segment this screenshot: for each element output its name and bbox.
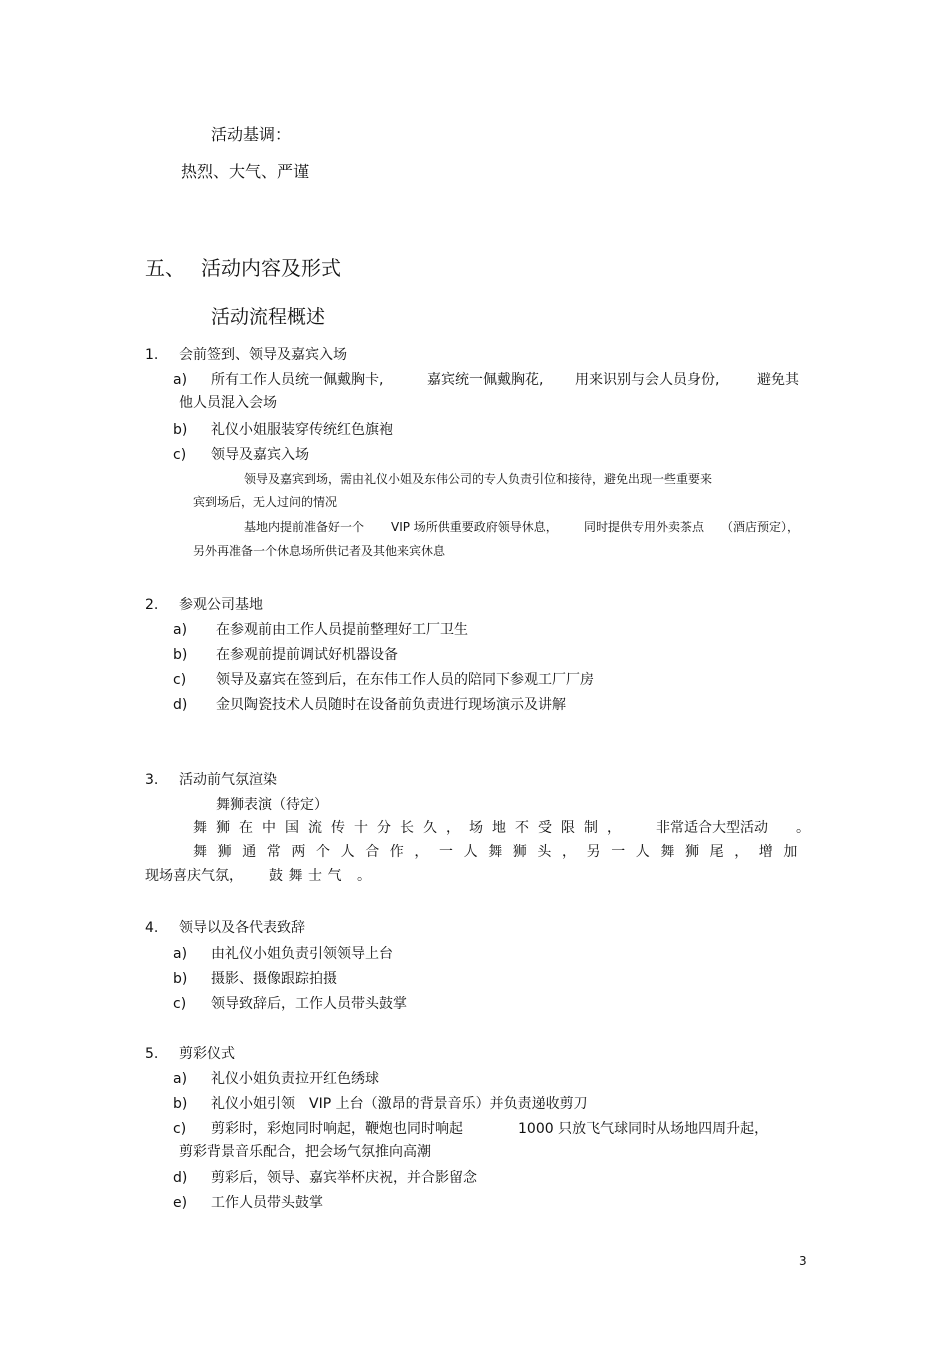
- list-label: d): [173, 697, 188, 713]
- list-label: a): [173, 622, 188, 638]
- paragraph-line: 现场喜庆气氛，: [145, 868, 243, 884]
- paragraph-line: 基地内提前准备好一个: [244, 520, 365, 534]
- paragraph-line: 同时提供专用外卖茶点: [584, 520, 705, 534]
- item-title: 剪彩仪式: [179, 1046, 235, 1062]
- list-text: 领导致辞后，工作人员带头鼓掌: [211, 996, 407, 1012]
- item-number: 1.: [145, 347, 159, 363]
- list-label: b): [173, 1096, 188, 1112]
- list-label: b): [173, 971, 188, 987]
- tone-value: 热烈、大气、严谨: [181, 162, 310, 181]
- list-label: a): [173, 946, 188, 962]
- item-number: 5.: [145, 1046, 159, 1062]
- list-label: b): [173, 647, 188, 663]
- paragraph-line: VIP 场所供重要政府领导休息，: [391, 520, 558, 534]
- paragraph-line: 舞狮通常两个人合作，一人舞狮头，另一人舞狮尾，增加: [193, 844, 808, 860]
- paragraph-line: 领导及嘉宾到场，需由礼仪小姐及东伟公司的专人负责引位和接待，避免出现一些重要来: [244, 472, 713, 486]
- list-text: 领导及嘉宾在签到后，在东伟工作人员的陪同下参观工厂厂房: [216, 672, 594, 688]
- section-subtitle: 活动流程概述: [211, 306, 326, 328]
- list-text: 用来识别与会人员身份,: [575, 372, 720, 388]
- list-label: c): [173, 996, 187, 1012]
- list-text: 嘉宾统一佩戴胸花,: [427, 372, 544, 388]
- list-label: d): [173, 1170, 188, 1186]
- section-title: 活动内容及形式: [201, 256, 341, 280]
- list-text: 剪彩时，彩炮同时响起，鞭炮也同时响起: [211, 1121, 463, 1137]
- list-text: 金贝陶瓷技术人员随时在设备前负责进行现场演示及讲解: [216, 697, 566, 713]
- paragraph-line: 。: [357, 868, 371, 884]
- list-text: 他人员混入会场: [179, 395, 277, 411]
- item-number: 4.: [145, 920, 159, 936]
- item-subtitle: 舞狮表演（待定）: [216, 797, 328, 813]
- tone-label: 活动基调：: [211, 125, 292, 144]
- item-number: 2.: [145, 597, 159, 613]
- paragraph-line: 。: [796, 820, 810, 836]
- list-label: e): [173, 1195, 188, 1211]
- paragraph-line: 舞狮在中国流传十分长久，场地不受限制，: [193, 820, 630, 836]
- paragraph-line: 鼓舞士气: [269, 868, 347, 884]
- list-label: c): [173, 447, 187, 463]
- section-number: 五、: [145, 256, 185, 280]
- list-text: 剪彩背景音乐配合，把会场气氛推向高潮: [179, 1144, 431, 1160]
- list-text: 由礼仪小姐负责引领领导上台: [211, 946, 393, 962]
- list-label: a): [173, 1071, 188, 1087]
- list-text: 礼仪小姐引领 VIP 上台（激昂的背景音乐）并负责递收剪刀: [211, 1096, 588, 1112]
- item-title: 参观公司基地: [179, 597, 263, 613]
- paragraph-line: （酒店预定），: [721, 520, 800, 534]
- paragraph-line: 宾到场后，无人过问的情况: [193, 495, 338, 509]
- list-label: c): [173, 1121, 187, 1137]
- page-number: 3: [799, 1254, 807, 1268]
- list-text: 摄影、摄像跟踪拍摄: [211, 971, 337, 987]
- item-number: 3.: [145, 772, 159, 788]
- list-text: 在参观前提前调试好机器设备: [216, 647, 398, 663]
- list-text: 剪彩后，领导、嘉宾举杯庆祝，并合影留念: [211, 1170, 477, 1186]
- list-text: 所有工作人员统一佩戴胸卡,: [211, 372, 384, 388]
- list-text: 礼仪小姐服装穿传统红色旗袍: [211, 422, 393, 438]
- item-title: 领导以及各代表致辞: [179, 920, 305, 936]
- list-text: 领导及嘉宾入场: [211, 447, 309, 463]
- list-text: 工作人员带头鼓掌: [211, 1195, 323, 1211]
- list-text: 在参观前由工作人员提前整理好工厂卫生: [216, 622, 468, 638]
- list-label: a): [173, 372, 188, 388]
- item-title: 活动前气氛渲染: [179, 772, 277, 788]
- list-label: c): [173, 672, 187, 688]
- list-text: 避免其: [757, 372, 799, 388]
- list-label: b): [173, 422, 188, 438]
- item-title: 会前签到、领导及嘉宾入场: [179, 347, 347, 363]
- paragraph-line: 非常适合大型活动: [656, 820, 768, 836]
- list-text: 礼仪小姐负责拉开红色绣球: [211, 1071, 379, 1087]
- list-text: 1000 只放飞气球同时从场地四周升起，: [518, 1121, 769, 1137]
- paragraph-line: 另外再准备一个休息场所供记者及其他来宾休息: [193, 544, 446, 558]
